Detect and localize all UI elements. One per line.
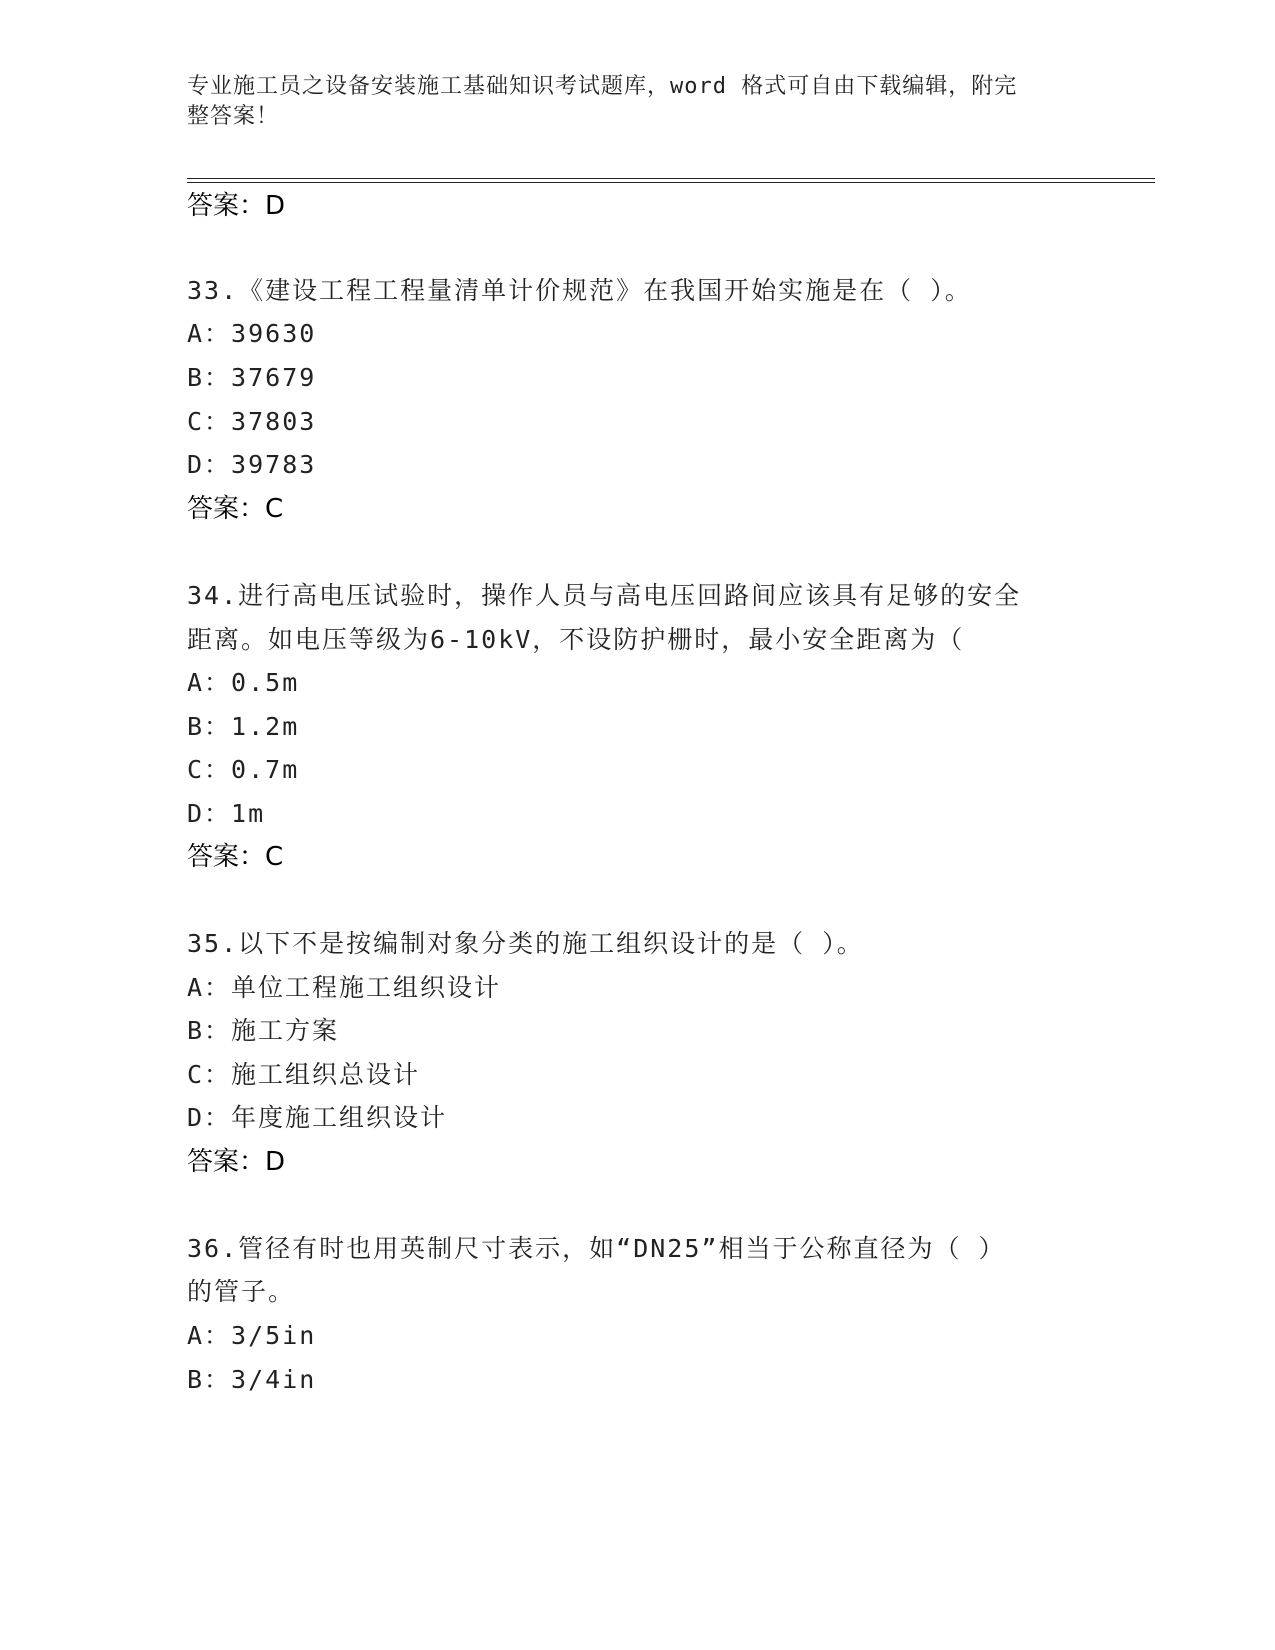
header-divider-top [187,178,1155,179]
question-stem-line-1: 36.管径有时也用英制尺寸表示，如“DN25”相当于公称直径为（ ） [187,1234,1006,1263]
option-d: D：1m [187,799,266,828]
previous-answer: 答案：D [187,191,286,221]
option-c: C：0.7m [187,755,300,784]
question-stem: 35.以下不是按编制对象分类的施工组织设计的是（ ）。 [187,929,864,958]
option-b: B：1.2m [187,712,300,741]
question-stem-line-1: 34.进行高电压试验时，操作人员与高电压回路间应该具有足够的安全 [187,581,1022,610]
option-a: A：39630 [187,319,317,348]
option-b: B：37679 [187,363,317,392]
header-line-2: 整答案！ [187,104,280,129]
option-c: C：37803 [187,407,317,436]
document-header [187,72,1067,132]
option-d: D：年度施工组织设计 [187,1103,448,1132]
question-stem-line-2: 距离。如电压等级为6-10kV，不设防护栅时，最小安全距离为（ [187,625,965,654]
answer: 答案：D [187,1147,286,1177]
answer: 答案：C [187,494,284,524]
option-b: B：施工方案 [187,1016,340,1045]
option-b: B：3/4in [187,1365,317,1394]
option-a: A：0.5m [187,668,300,697]
option-d: D：39783 [187,450,317,479]
question-stem: 33.《建设工程工程量清单计价规范》在我国开始实施是在（ ）。 [187,276,972,305]
option-a: A：3/5in [187,1321,317,1350]
header-divider-bottom [187,182,1155,183]
question-stem-line-2: 的管子。 [187,1277,296,1306]
option-a: A：单位工程施工组织设计 [187,973,502,1002]
option-c: C：施工组织总设计 [187,1060,421,1089]
header-line-1: 专业施工员之设备安装施工基础知识考试题库，word 格式可自由下载编辑，附完 [187,74,1018,99]
answer: 答案：C [187,842,284,872]
